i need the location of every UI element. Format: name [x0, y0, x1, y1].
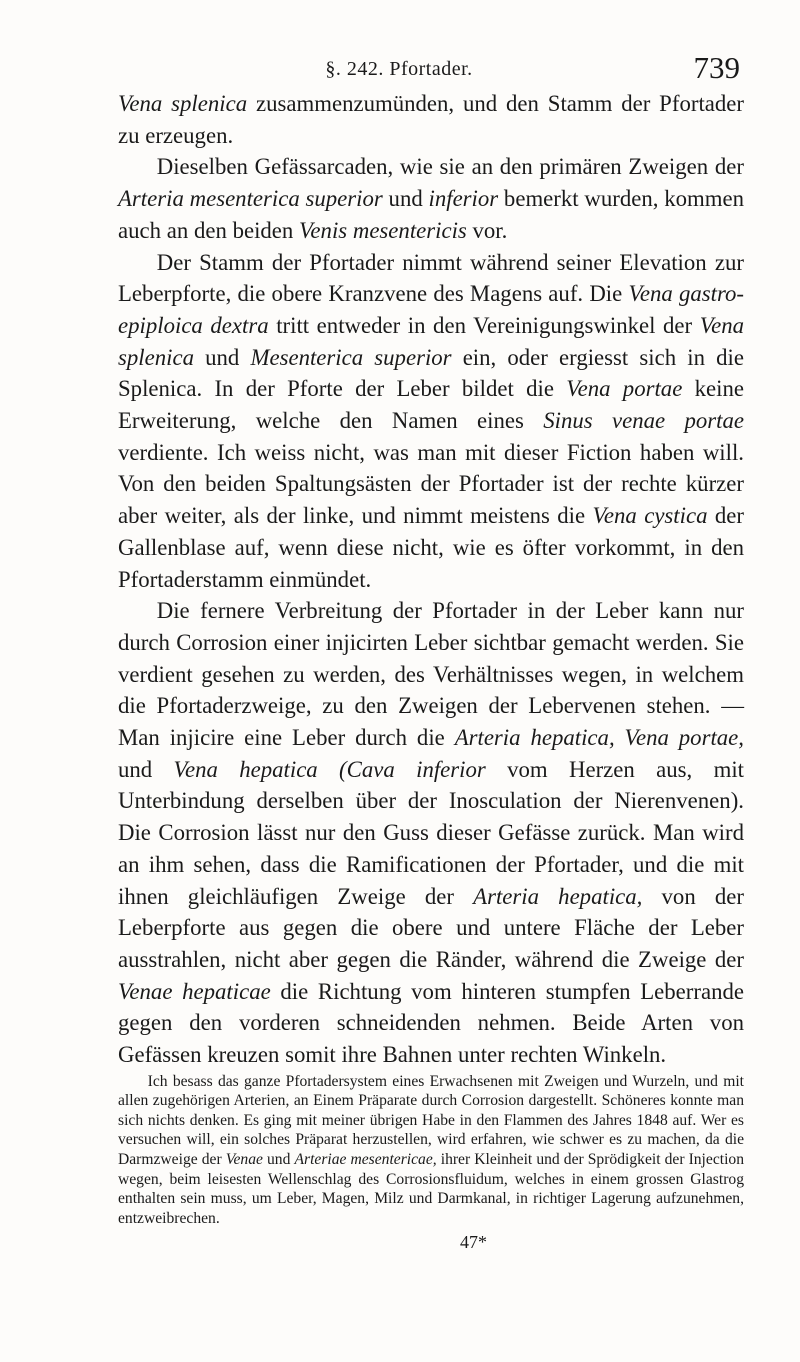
- body-text: [118, 88, 744, 1256]
- latin-term: Vena splenica: [118, 91, 248, 116]
- latin-term: Arteriae mesentericae,: [294, 1150, 437, 1168]
- latin-term: Arteria hepatica, Vena portae,: [454, 725, 744, 751]
- latin-term: Mesenterica superior: [250, 344, 452, 370]
- signature-mark: 47*: [460, 1232, 487, 1253]
- latin-term: Sinus venae portae: [543, 408, 744, 434]
- paragraph: Der Stamm der Pfortader nimmt während seiner Elevation zur Leberpforte, die obere Kranzvene des Magens auf. Die Vena gastro-epiploica dextra tritt entweder in den Vereinigungswinkel der Vena splenica und Mesenterica superior ein, oder ergiesst sich in die Splenica. In der Pforte der Leber bildet die Vena portae keine Erweiterung, welche den Namen eines Sinus venae portae verdiente. Ich weiss nicht, was man mit dieser Fiction haben will. Von den beiden Spaltungsästen der Pfortader ist der rechte kürzer aber weiter, als der linke, und nimmt meistens die Vena cystica der Gallenblase auf, wenn diese nicht, wie es öfter vorkommt, in den Pfortaderstamm einmündet.: [118, 249, 745, 592]
- footnote-paragraph: Ich besass das ganze Pfortadersystem eines Erwachsenen mit Zweigen und Wurzeln, und mit allen zugehörigen Arterien, an Einem Präparate durch Corrosion dargestellt. Schöneres konnte man sich nichts denken. Es ging mit meiner übrigen Habe in den Flammen des Jahres 1848 auf. Wer es versuchen will, ein solches Präparat herzustellen, wird erfahren, wie schwer es zu machen, da die Darmzweige der Venae und Arteriae mesentericae, ihrer Kleinheit und der Sprödigkeit der Injection wegen, beim leisesten Wellenschlag des Corrosionsfluidum, welches in einem grossen Glastrog enthalten sein muss, um Leber, Magen, Milz und Darmkanal, in richtiger Lagerung aufzunehmen, entzweibrechen.: [118, 1072, 744, 1227]
- latin-term: Vena portae: [566, 376, 683, 402]
- latin-term: Arteria hepatica,: [473, 883, 643, 909]
- page-header: [118, 50, 740, 90]
- footnote-block: [118, 1072, 744, 1228]
- latin-term: Vena cystica: [592, 503, 708, 529]
- latin-term: Arteria mesenterica superior: [118, 186, 383, 212]
- running-head: §. 242. Pfortader.: [325, 58, 473, 80]
- latin-term: Venis mesentericis: [299, 217, 467, 243]
- paragraph: Die fernere Verbreitung der Pfortader in der Leber kann nur durch Corrosion einer injicirten Leber sichtbar gemacht werden. Sie verdient gesehen zu werden, des Verhältnisses wegen, in welchem die Pfortaderzweige, zu den Zweigen der Lebervenen stehen. — Man injicire eine Leber durch die Arteria hepatica, Vena portae, und Vena hepatica (Cava inferior vom Herzen aus, mit Unterbindung derselben über der Inosculation der Nierenvenen). Die Corrosion lässt nur den Guss dieser Gefässe zurück. Man wird an ihm sehen, dass die Ramificationen der Pfortader, und die mit ihnen gleichläufigen Zweige der Arteria hepatica, von der Leberpforte aus gegen die obere und untere Fläche der Leber ausstrahlen, nicht aber gegen die Ränder, während die Zweige der Venae hepaticae die Richtung vom hinteren stumpfen Leberrande gegen den vorderen schneidenden nehmen. Beide Arten von Gefässen kreuzen somit ihre Bahnen unter rechten Winkeln.: [118, 598, 745, 1068]
- paragraph: Dieselben Gefässarcaden, wie sie an den primären Zweigen der Arteria mesenterica superior und inferior bemerkt wurden, kommen auch an den beiden Venis mesentericis vor.: [118, 154, 744, 243]
- latin-term: Vena splenica: [118, 312, 745, 370]
- latin-term: Vena gastro-epiploica dextra: [118, 281, 744, 338]
- paragraph: Vena splenica zusammenzumünden, und den Stamm der Pfortader zu erzeugen.: [118, 91, 745, 148]
- latin-term: Venae: [225, 1150, 263, 1168]
- latin-term: Vena hepatica (Cava inferior: [173, 756, 486, 782]
- page-number: 739: [693, 50, 740, 85]
- latin-term: inferior: [428, 186, 499, 212]
- latin-term: Venae hepaticae: [118, 978, 271, 1004]
